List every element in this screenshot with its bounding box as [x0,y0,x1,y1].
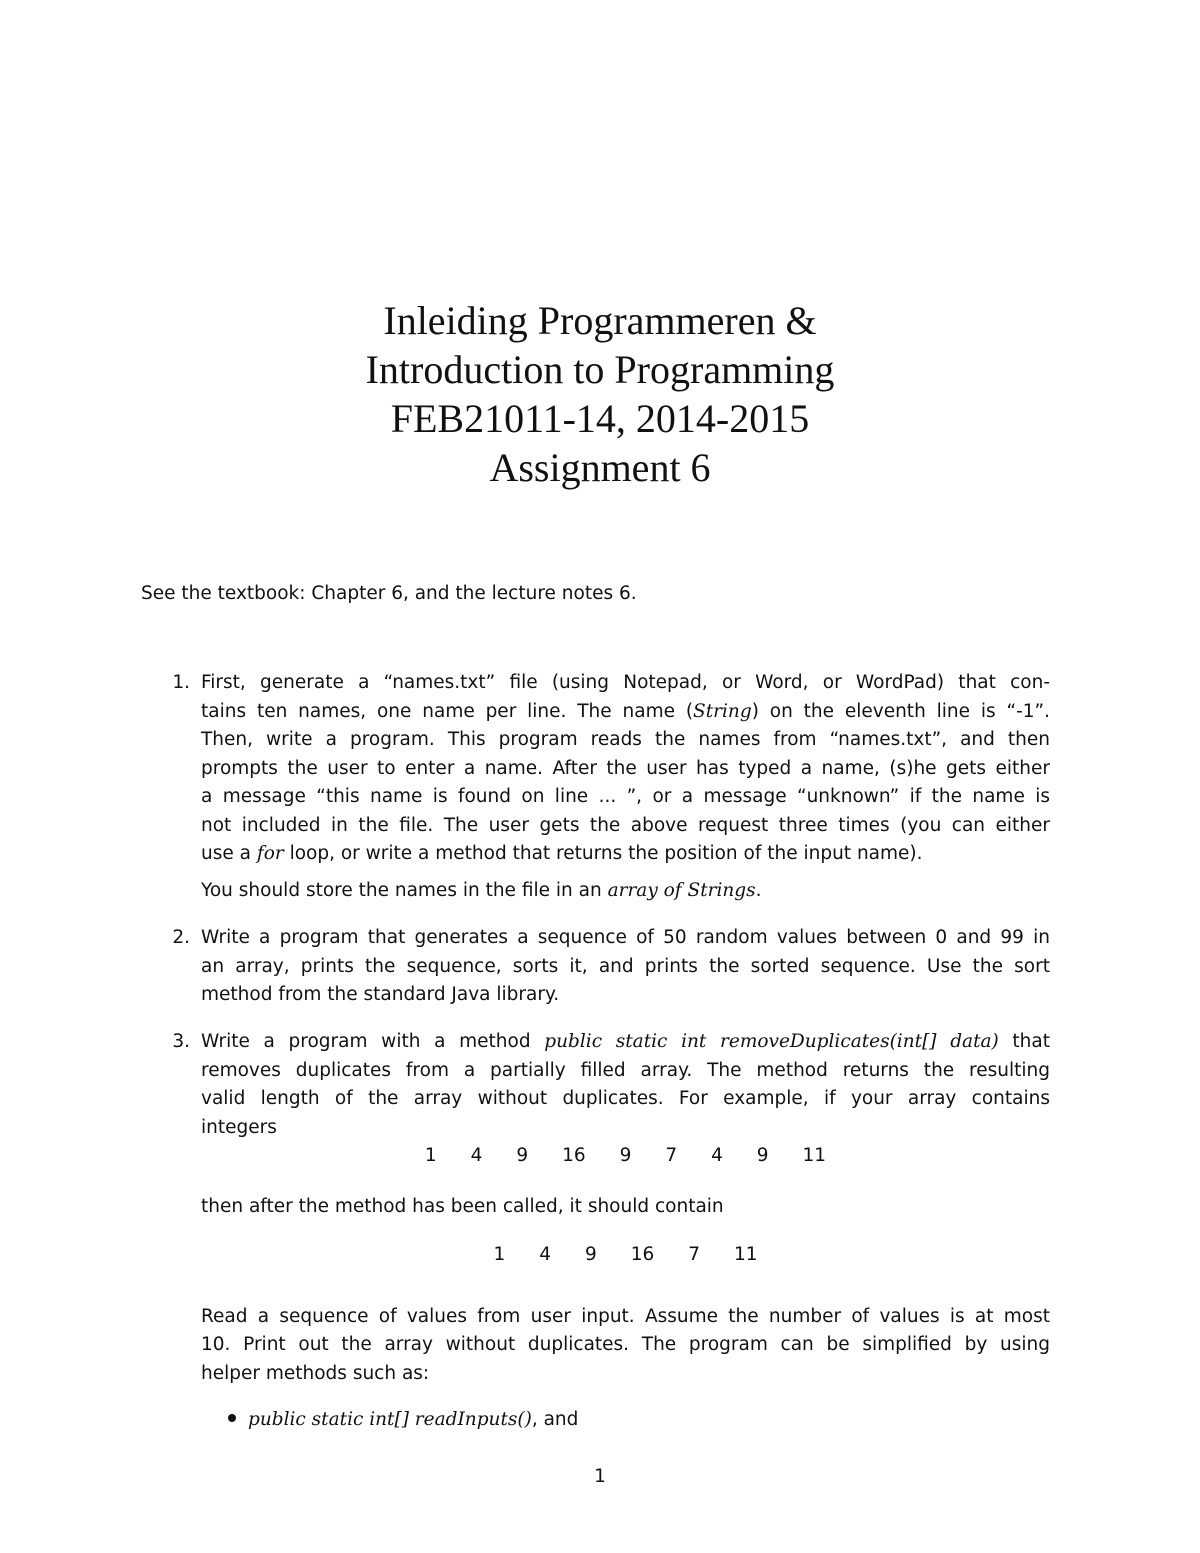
item-body [201,924,1050,1010]
item-line [201,1028,1050,1057]
item-line: Write a program that generates a sequence of 50 random values between 0 and 99 in [201,927,1050,948]
text-span: loop, or write a method that returns the position of the input name). [283,843,923,864]
text-span: that [998,1031,1050,1052]
item-line: First, generate a “names.txt” file (using Notepad, or Word, or WordPad) that con- [201,672,1050,693]
item-line: valid length of the array without duplicates. For example, if your array contains [201,1088,1050,1109]
text-span: . [755,879,762,901]
italic-span: String [693,700,752,722]
title-line-4: Assignment 6 [489,445,711,490]
text-span: use a [201,843,257,864]
item-body [201,669,1050,905]
item-line: an array, prints the sequence, sorts it, and prints the sorted sequence. Use the sort [201,955,1050,977]
bullet-item [228,1406,578,1434]
item-body [201,1028,1050,1388]
item-line: Then, write a program. This program reads the names from “names.txt”, and then [201,729,1050,750]
item-line: prompts the user to enter a name. After the user has typed a name, (s)he gets either [201,757,1050,779]
item-line: Read a sequence of values from user input. Assume the number of values is at most [201,1305,1050,1327]
text-span: tains ten names, one name per line. The name ( [201,700,694,722]
item-line [201,698,1050,727]
item-line: 10. Print out the array without duplicates. The program can be simplified by using [201,1334,1050,1355]
example-sequence-input: 1 4 9 16 9 7 4 9 11 [424,1145,827,1166]
item-line: helper methods such as: [201,1362,430,1384]
item-number: 2. [172,927,190,948]
item-line: not included in the file. The user gets the above request three times (you can either [201,814,1050,836]
text-span: , and [531,1409,579,1430]
item-line [201,840,1050,869]
text-span: ) on the eleventh line is “-1”. [751,700,1050,722]
page-number: 1 [594,1466,606,1487]
item-number: 3. [172,1031,190,1052]
title-line-2: Introduction to Programming [365,347,835,392]
italic-span: for [256,843,284,864]
item-line: integers [201,1116,277,1138]
item-line: a message “this name is found on line ... ”, or a message “unknown” if the name is [201,786,1050,807]
item-number: 1. [172,672,190,693]
italic-span: array of Strings [607,879,756,901]
example-sequence-output: 1 4 9 16 7 11 [493,1244,758,1265]
title-line-3: FEB21011-14, 2014-2015 [390,396,810,441]
italic-span: public static int[] readInputs() [248,1409,532,1430]
bullet-dot-icon [228,1414,236,1422]
intro-text: See the textbook: Chapter 6, and the lecture notes 6. [141,583,637,604]
title-line-1: Inleiding Programmeren & [383,298,817,343]
item-line: then after the method has been called, it should contain [201,1195,724,1217]
text-span: Write a program with a method [201,1031,545,1052]
item-line [201,877,1050,906]
item-line: method from the standard Java library. [201,984,560,1005]
item-line: removes duplicates from a partially filled array. The method returns the resulting [201,1059,1050,1081]
text-span: You should store the names in the file in an [201,879,608,901]
italic-span: public static int removeDuplicates(int[] data) [544,1031,999,1052]
document-title [0,296,1200,492]
